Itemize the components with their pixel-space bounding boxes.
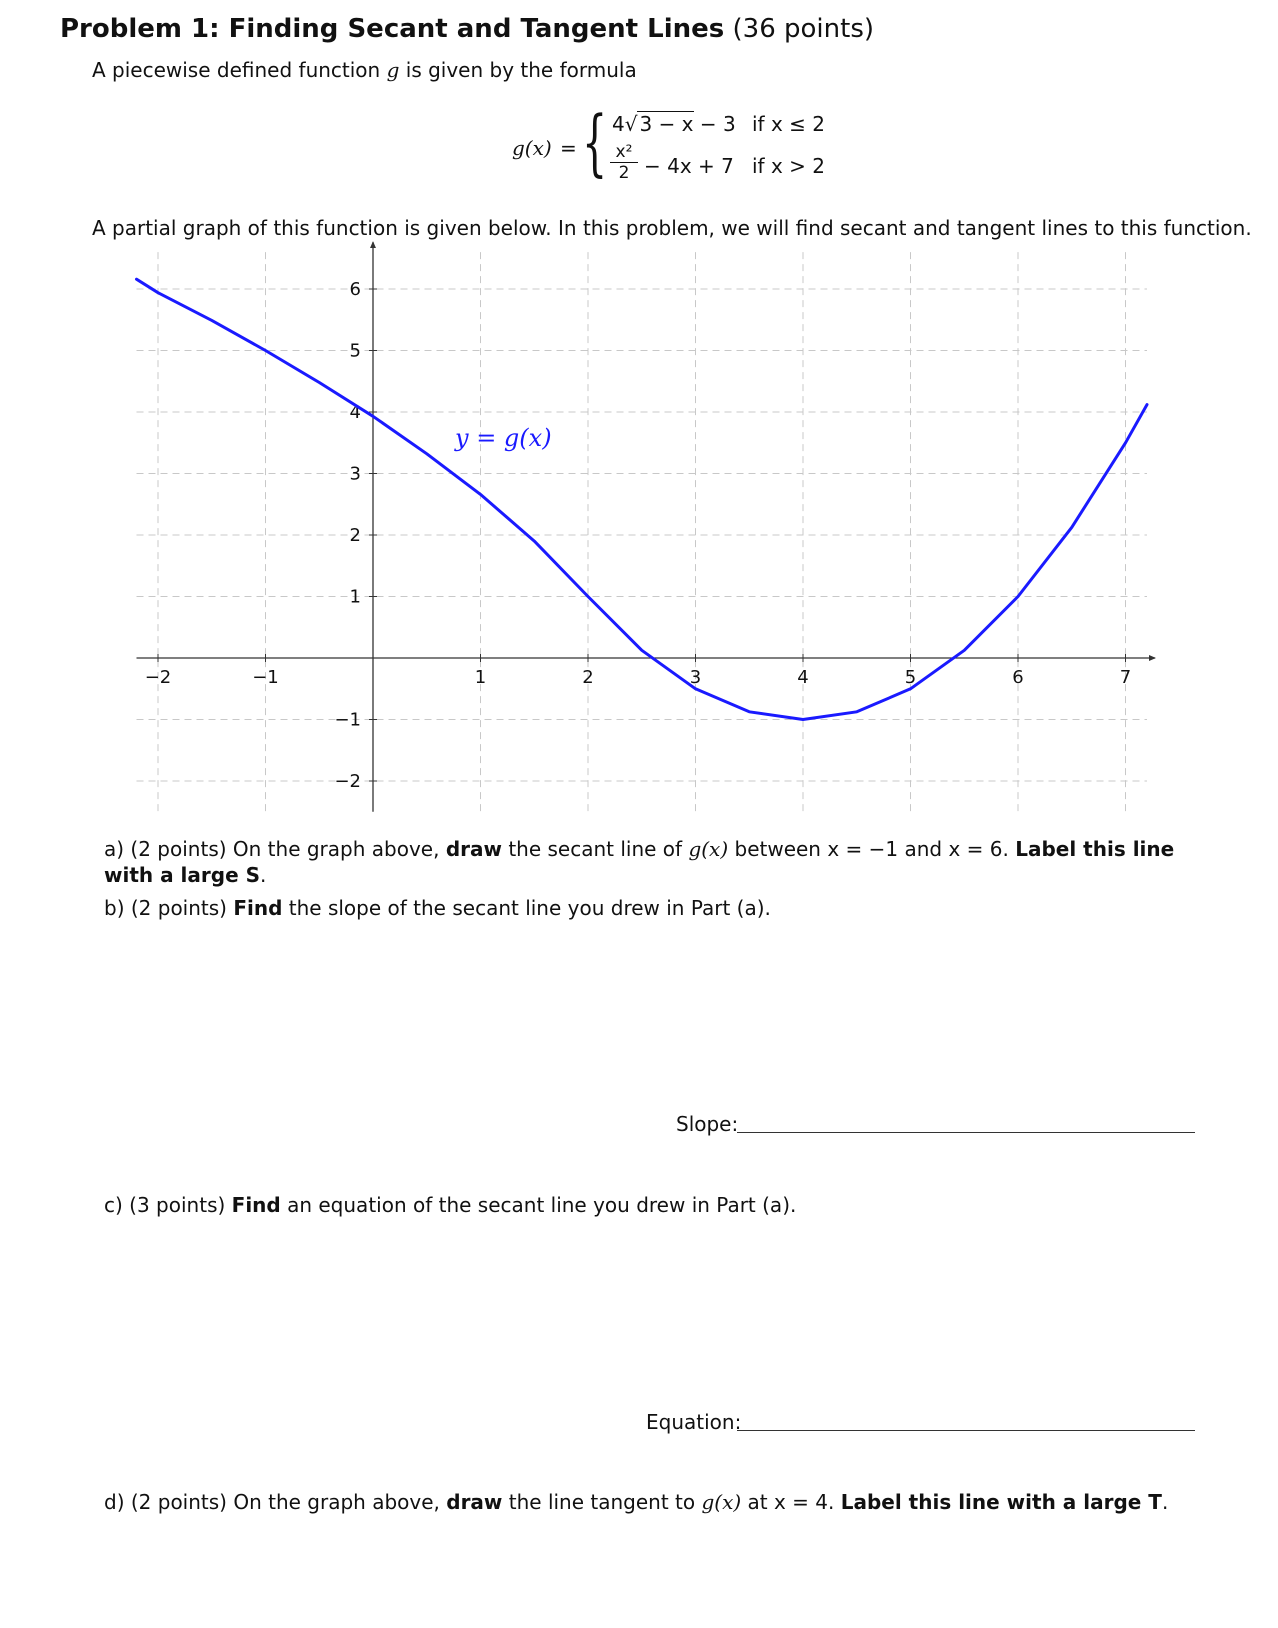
intro-graph-text: A partial graph of this function is given below. In this problem, we will find secant and tangent lines to this function.: [92, 216, 1252, 240]
x-tick-label: 6: [1012, 667, 1024, 688]
x-tick-label: 2: [582, 667, 594, 688]
question-a-gx: g(x): [688, 837, 729, 861]
y-tick-label: 4: [349, 402, 361, 423]
intro-before: A piecewise defined function: [92, 58, 387, 82]
formula-piece1: 4√ 3 − x − 3: [612, 112, 736, 136]
question-b-bold: Find: [233, 896, 283, 920]
y-tick-label: −1: [334, 709, 361, 731]
question-d-points: (2 points): [130, 1490, 227, 1514]
fraction-numerator: x²: [610, 142, 638, 163]
x-tick-label: 7: [1119, 667, 1132, 688]
question-d-bold2: Label this line with a large T: [840, 1490, 1162, 1514]
y-tick-label: 6: [349, 279, 361, 300]
question-a-points: (2 points): [130, 837, 227, 861]
axes: [137, 242, 1156, 812]
question-d-gx: g(x): [701, 1490, 742, 1514]
fraction-denominator: 2: [618, 163, 630, 183]
intro-var: g: [386, 58, 400, 82]
piece1-coef: 4: [612, 112, 625, 136]
question-c: [104, 1193, 796, 1217]
problem-label: Problem 1: Finding Secant and Tangent Lines: [60, 14, 725, 44]
question-a-bold1: draw: [445, 837, 502, 861]
curve-g-of-x: [137, 279, 1148, 719]
y-tick-label: 1: [349, 586, 361, 608]
formula-cond2: if x > 2: [752, 154, 825, 178]
equation-answer-line[interactable]: [737, 1430, 1195, 1431]
question-c-bold: Find: [231, 1193, 281, 1217]
question-c-text: an equation of the secant line you drew in Part (a).: [280, 1193, 797, 1217]
x-tick-label: 3: [689, 667, 702, 688]
question-a-bold2: Label this line with a large S: [104, 837, 1175, 887]
question-a-t1: On the graph above,: [226, 837, 446, 861]
y-tick-label: 2: [349, 525, 361, 546]
curve-layer: [137, 279, 1148, 719]
x-tick-label: −1: [252, 667, 279, 688]
question-d: [104, 1490, 1168, 1514]
y-tick-label: 5: [349, 340, 361, 362]
problem-points: (36 points): [732, 14, 875, 44]
y-tick-label: −2: [334, 771, 361, 792]
formula-piece2: − 4x + 7: [644, 154, 734, 178]
x-tick-label: 4: [797, 667, 809, 688]
question-d-t1: On the graph above,: [226, 1490, 447, 1514]
question-a-end: .: [260, 863, 267, 887]
question-d-end: .: [1161, 1490, 1169, 1514]
question-b: [104, 896, 771, 920]
question-d-t3: at x = 4.: [741, 1490, 841, 1514]
piece1-radicand: 3 − x: [639, 112, 694, 136]
question-a-t3: between x = −1 and x = 6.: [728, 837, 1016, 861]
formula-eq: =: [560, 136, 577, 160]
question-b-points: (2 points): [130, 896, 227, 920]
question-a: [104, 836, 1214, 888]
question-a-t2: the secant line of: [501, 837, 689, 861]
question-d-bold1: draw: [446, 1490, 503, 1514]
x-tick-label: 1: [474, 667, 487, 688]
y-tick-label: 3: [349, 463, 361, 485]
x-tick-label: −2: [144, 667, 172, 688]
question-d-head: d): [104, 1490, 125, 1514]
equation-label: Equation:: [646, 1410, 742, 1434]
formula-brace: {: [582, 100, 608, 184]
curve-label: y = g(x): [455, 424, 552, 452]
piece1-tail: − 3: [693, 112, 736, 136]
slope-answer-line[interactable]: [737, 1132, 1195, 1133]
formula-lhs: g(x): [512, 136, 552, 160]
formula-cond1: if x ≤ 2: [752, 112, 825, 136]
question-c-points: (3 points): [129, 1193, 226, 1217]
x-tick-label: 5: [904, 667, 917, 688]
intro-after: is given by the formula: [399, 58, 637, 82]
question-b-text: the slope of the secant line you drew in Part (a).: [282, 896, 771, 920]
question-c-head: c): [104, 1193, 123, 1217]
question-d-t2: the line tangent to: [502, 1490, 702, 1514]
slope-label: Slope:: [676, 1112, 739, 1136]
question-a-head: a): [104, 837, 125, 861]
grid-lines: [137, 252, 1148, 812]
question-b-head: b): [104, 896, 125, 920]
